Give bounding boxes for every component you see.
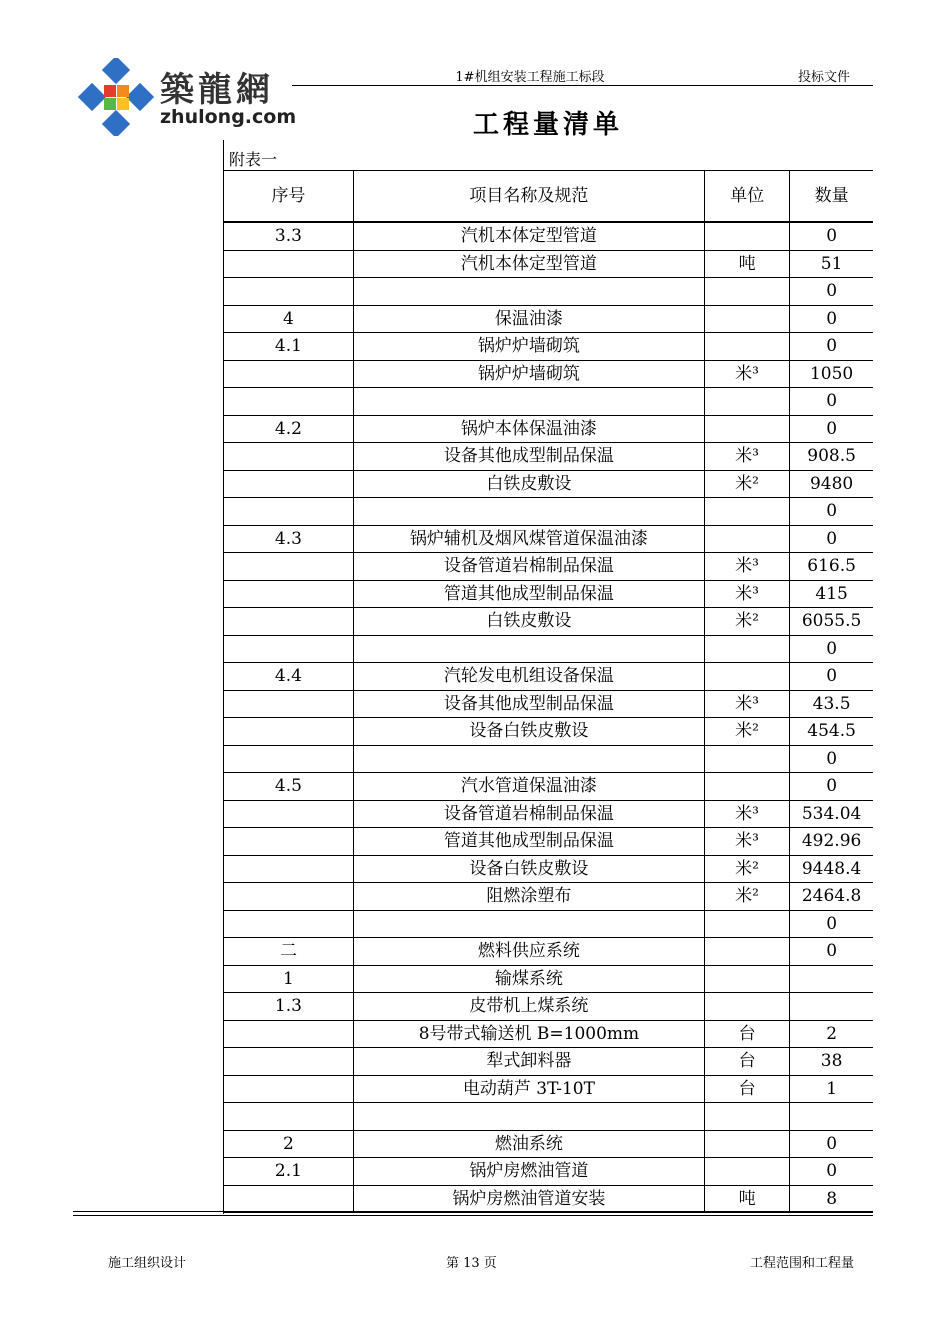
cell-quantity: 1 [790,1075,873,1103]
header-item-name: 项目名称及规范 [353,171,704,223]
table-row [224,443,873,471]
cell-unit: 台 [704,1048,789,1076]
header-seq: 序号 [224,171,353,223]
cell-seq [224,250,353,278]
header-unit: 单位 [704,171,789,223]
table-row [224,1158,873,1186]
cell-seq [224,910,353,938]
cell-item-name: 电动葫芦 3T-10T [353,1075,704,1103]
table-row [224,1048,873,1076]
cell-seq: 2.1 [224,1158,353,1186]
cell-item-name: 汽机本体定型管道 [353,222,704,250]
table-row [224,498,873,526]
cell-item-name: 白铁皮敷设 [353,470,704,498]
cell-item-name: 汽水管道保温油漆 [353,773,704,801]
cell-seq [224,745,353,773]
cell-item-name: 设备管道岩棉制品保温 [353,553,704,581]
table-row [224,745,873,773]
cell-seq [224,855,353,883]
cell-quantity: 415 [790,580,873,608]
table-row [224,470,873,498]
cell-quantity: 616.5 [790,553,873,581]
cell-unit [704,1103,789,1131]
page-title: 工程量清单 [472,110,623,140]
cell-quantity: 43.5 [790,690,873,718]
cell-item-name: 设备其他成型制品保温 [353,690,704,718]
cell-quantity: 908.5 [790,443,873,471]
cell-item-name: 管道其他成型制品保温 [353,828,704,856]
footer-left: 施工组织设计 [108,1256,187,1271]
logo-text-en: zhulong.com [160,106,297,128]
cell-seq [224,278,353,306]
cell-seq [224,883,353,911]
cell-seq [224,360,353,388]
cell-seq [224,1048,353,1076]
cell-item-name: 8号带式输送机 B=1000mm [353,1020,704,1048]
cell-item-name: 汽机本体定型管道 [353,250,704,278]
cell-quantity: 0 [790,333,873,361]
logo-text-cn: 築龍網 [160,70,274,110]
attachment-label: 附表一 [229,150,278,169]
cell-seq [224,1103,353,1131]
cell-unit [704,1158,789,1186]
cell-unit: 吨 [704,250,789,278]
cell-seq [224,718,353,746]
table-row [224,828,873,856]
cell-unit [704,222,789,250]
cell-quantity: 0 [790,525,873,553]
cell-seq [224,1020,353,1048]
table-row [224,635,873,663]
cell-item-name: 白铁皮敷设 [353,608,704,636]
cell-quantity: 0 [790,635,873,663]
cell-quantity: 0 [790,1130,873,1158]
cell-item-name [353,498,704,526]
cell-unit [704,305,789,333]
cell-seq: 4.3 [224,525,353,553]
table-row [224,250,873,278]
cell-item-name [353,278,704,306]
cell-unit: 台 [704,1020,789,1048]
table-row [224,965,873,993]
cell-item-name: 锅炉炉墙砌筑 [353,333,704,361]
cell-unit: 米³ [704,828,789,856]
footer-rule-double [73,1215,873,1216]
cell-unit: 米³ [704,553,789,581]
cell-seq [224,828,353,856]
cell-item-name: 锅炉辅机及烟风煤管道保温油漆 [353,525,704,553]
cell-item-name [353,1103,704,1131]
cell-item-name: 设备白铁皮敷设 [353,718,704,746]
cell-quantity: 454.5 [790,718,873,746]
cell-unit [704,663,789,691]
cell-unit: 米² [704,855,789,883]
cell-item-name: 输煤系统 [353,965,704,993]
cell-item-name [353,635,704,663]
cell-item-name: 燃油系统 [353,1130,704,1158]
table-row [224,855,873,883]
cell-unit [704,938,789,966]
cell-seq [224,1185,353,1213]
table-row [224,690,873,718]
cell-quantity: 534.04 [790,800,873,828]
cell-seq: 1.3 [224,993,353,1021]
cell-item-name: 皮带机上煤系统 [353,993,704,1021]
table-row [224,222,873,250]
cell-seq [224,800,353,828]
cell-item-name: 锅炉房燃油管道安装 [353,1185,704,1213]
footer-page-number: 第 13 页 [446,1256,497,1271]
cell-quantity: 0 [790,278,873,306]
table-row [224,1020,873,1048]
cell-unit: 米³ [704,800,789,828]
table-row [224,360,873,388]
cell-quantity: 0 [790,938,873,966]
cell-quantity [790,965,873,993]
cell-seq [224,1075,353,1103]
cell-item-name: 设备其他成型制品保温 [353,443,704,471]
table-row [224,1130,873,1158]
table-row [224,718,873,746]
cell-item-name: 犁式卸料器 [353,1048,704,1076]
cell-seq: 4.2 [224,415,353,443]
cell-item-name: 汽轮发电机组设备保温 [353,663,704,691]
header-quantity: 数量 [790,171,873,223]
cell-unit [704,388,789,416]
table-row [224,910,873,938]
cell-quantity: 6055.5 [790,608,873,636]
cell-unit: 米³ [704,360,789,388]
table-row [224,278,873,306]
cell-seq: 4.1 [224,333,353,361]
table-row [224,525,873,553]
cell-unit: 米² [704,718,789,746]
table-row [224,388,873,416]
header-rule [292,85,873,86]
cell-quantity: 0 [790,222,873,250]
cell-quantity: 0 [790,663,873,691]
cell-unit [704,415,789,443]
cell-unit [704,333,789,361]
table-row [224,305,873,333]
cell-unit [704,498,789,526]
table-row [224,773,873,801]
table-row [224,883,873,911]
cell-quantity: 9448.4 [790,855,873,883]
cell-seq [224,635,353,663]
cell-unit [704,635,789,663]
cell-unit [704,278,789,306]
table-row [224,993,873,1021]
cell-item-name: 设备白铁皮敷设 [353,855,704,883]
cell-seq: 4.4 [224,663,353,691]
cell-quantity: 0 [790,305,873,333]
cell-unit: 米² [704,470,789,498]
cell-item-name: 管道其他成型制品保温 [353,580,704,608]
table-row [224,1075,873,1103]
cell-unit: 米² [704,608,789,636]
cell-unit: 吨 [704,1185,789,1213]
cell-quantity: 1050 [790,360,873,388]
cell-seq [224,580,353,608]
cell-seq: 1 [224,965,353,993]
table-header-row [224,171,873,223]
cell-unit: 米³ [704,580,789,608]
cell-item-name: 锅炉房燃油管道 [353,1158,704,1186]
cell-item-name: 阻燃涂塑布 [353,883,704,911]
cell-seq: 3.3 [224,222,353,250]
table-row [224,333,873,361]
cell-seq [224,443,353,471]
cell-seq: 二 [224,938,353,966]
cell-seq: 4.5 [224,773,353,801]
cell-unit [704,965,789,993]
cell-quantity: 0 [790,1158,873,1186]
cell-unit [704,993,789,1021]
cell-seq [224,388,353,416]
logo-mark-icon [76,58,156,136]
table-row [224,1185,873,1213]
cell-quantity: 38 [790,1048,873,1076]
cell-quantity: 0 [790,498,873,526]
cell-unit: 米³ [704,690,789,718]
cell-seq: 2 [224,1130,353,1158]
cell-unit: 米³ [704,443,789,471]
cell-quantity: 51 [790,250,873,278]
cell-item-name: 保温油漆 [353,305,704,333]
cell-item-name [353,388,704,416]
cell-unit [704,525,789,553]
cell-quantity [790,993,873,1021]
cell-unit [704,745,789,773]
cell-quantity: 0 [790,773,873,801]
footer-right: 工程范围和工程量 [750,1256,855,1271]
cell-quantity: 492.96 [790,828,873,856]
cell-quantity: 0 [790,388,873,416]
project-name: 1#机组安装工程施工标段 [455,70,605,85]
cell-seq [224,608,353,636]
doc-type: 投标文件 [797,70,850,85]
cell-seq [224,498,353,526]
quantity-table [224,170,873,1213]
cell-seq [224,553,353,581]
cell-item-name: 燃料供应系统 [353,938,704,966]
cell-quantity: 9480 [790,470,873,498]
cell-item-name [353,745,704,773]
cell-item-name: 锅炉炉墙砌筑 [353,360,704,388]
cell-unit [704,910,789,938]
cell-quantity: 0 [790,415,873,443]
cell-item-name [353,910,704,938]
cell-quantity: 2464.8 [790,883,873,911]
zhulong-logo [76,58,297,136]
cell-unit: 台 [704,1075,789,1103]
table-row [224,938,873,966]
cell-quantity [790,1103,873,1131]
cell-quantity: 8 [790,1185,873,1213]
cell-quantity: 2 [790,1020,873,1048]
table-row [224,608,873,636]
cell-item-name: 设备管道岩棉制品保温 [353,800,704,828]
cell-item-name: 锅炉本体保温油漆 [353,415,704,443]
table-row [224,580,873,608]
cell-seq [224,470,353,498]
cell-seq [224,690,353,718]
cell-unit [704,1130,789,1158]
cell-unit: 米² [704,883,789,911]
cell-seq: 4 [224,305,353,333]
cell-quantity: 0 [790,910,873,938]
table-row [224,415,873,443]
cell-quantity: 0 [790,745,873,773]
table-row [224,1103,873,1131]
table-row [224,663,873,691]
cell-unit [704,773,789,801]
table-row [224,553,873,581]
footer-rule [73,1211,873,1212]
table-row [224,800,873,828]
